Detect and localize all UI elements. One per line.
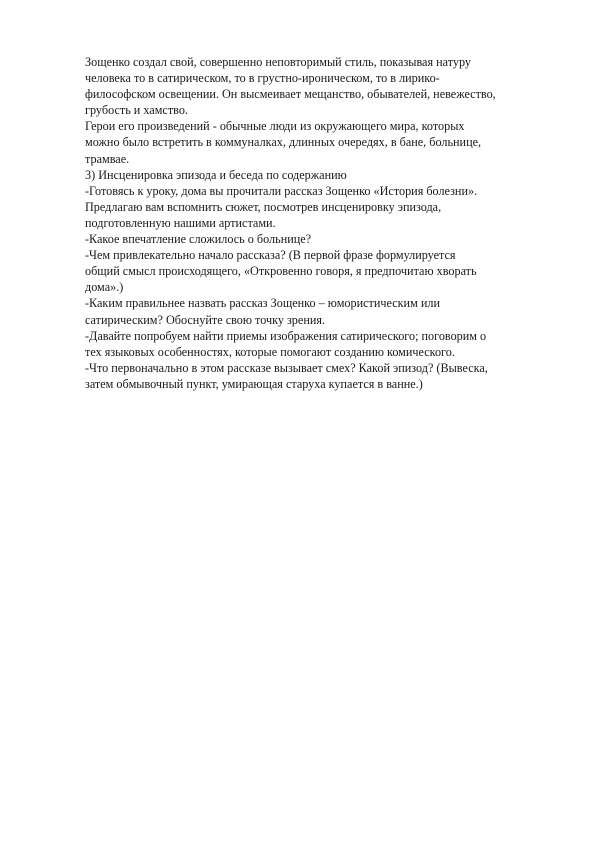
text-line: Зощенко создал свой, совершенно неповторимый стиль, показывая натуру bbox=[85, 55, 472, 69]
text-line: грубость и хамство. bbox=[85, 103, 188, 118]
question-line: -Какое впечатление сложилось о больнице? bbox=[85, 232, 312, 247]
text-line: трамвае. bbox=[85, 151, 130, 166]
text-line: затем обмывочный пункт, умирающая старуха купается в ванне.) bbox=[85, 376, 423, 391]
document-body bbox=[85, 54, 555, 392]
question-line: -Давайте попробуем найти приемы изображения сатирического; поговорим о bbox=[85, 328, 487, 343]
text-line: философском освещении. Он высмеивает мещанство, обывателей, невежество, bbox=[85, 87, 496, 102]
text-line: тех языковых особенностях, которые помогают созданию комического. bbox=[85, 344, 455, 359]
question-line: -Что первоначально в этом рассказе вызывает смех? Какой эпизод? (Вывеска, bbox=[85, 360, 488, 375]
text-line: -Готовясь к уроку, дома вы прочитали рассказ Зощенко «История болезни». bbox=[85, 183, 478, 198]
text-line: Предлагаю вам вспомнить сюжет, посмотрев инсценировку эпизода, bbox=[85, 199, 442, 214]
text-line: можно было встретить в коммуналках, длинных очередях, в бане, больнице, bbox=[85, 135, 482, 150]
text-line: Герои его произведений - обычные люди из окружающего мира, которых bbox=[85, 119, 465, 134]
section-heading: 3) Инсценировка эпизода и беседа по содержанию bbox=[85, 167, 347, 182]
question-line: -Чем привлекательно начало рассказа? (В первой фразе формулируется bbox=[85, 248, 456, 263]
text-line: общий смысл происходящего, «Откровенно говоря, я предпочитаю хворать bbox=[85, 264, 477, 279]
text-line: подготовленную нашими артистами. bbox=[85, 215, 276, 230]
question-line: -Каким правильнее назвать рассказ Зощенко – юмористическим или bbox=[85, 296, 440, 311]
text-line: дома».) bbox=[85, 280, 124, 295]
text-line: человека то в сатирическом, то в грустно-ироническом, то в лирико- bbox=[85, 71, 440, 86]
text-line: сатирическим? Обоснуйте свою точку зрения. bbox=[85, 312, 326, 327]
